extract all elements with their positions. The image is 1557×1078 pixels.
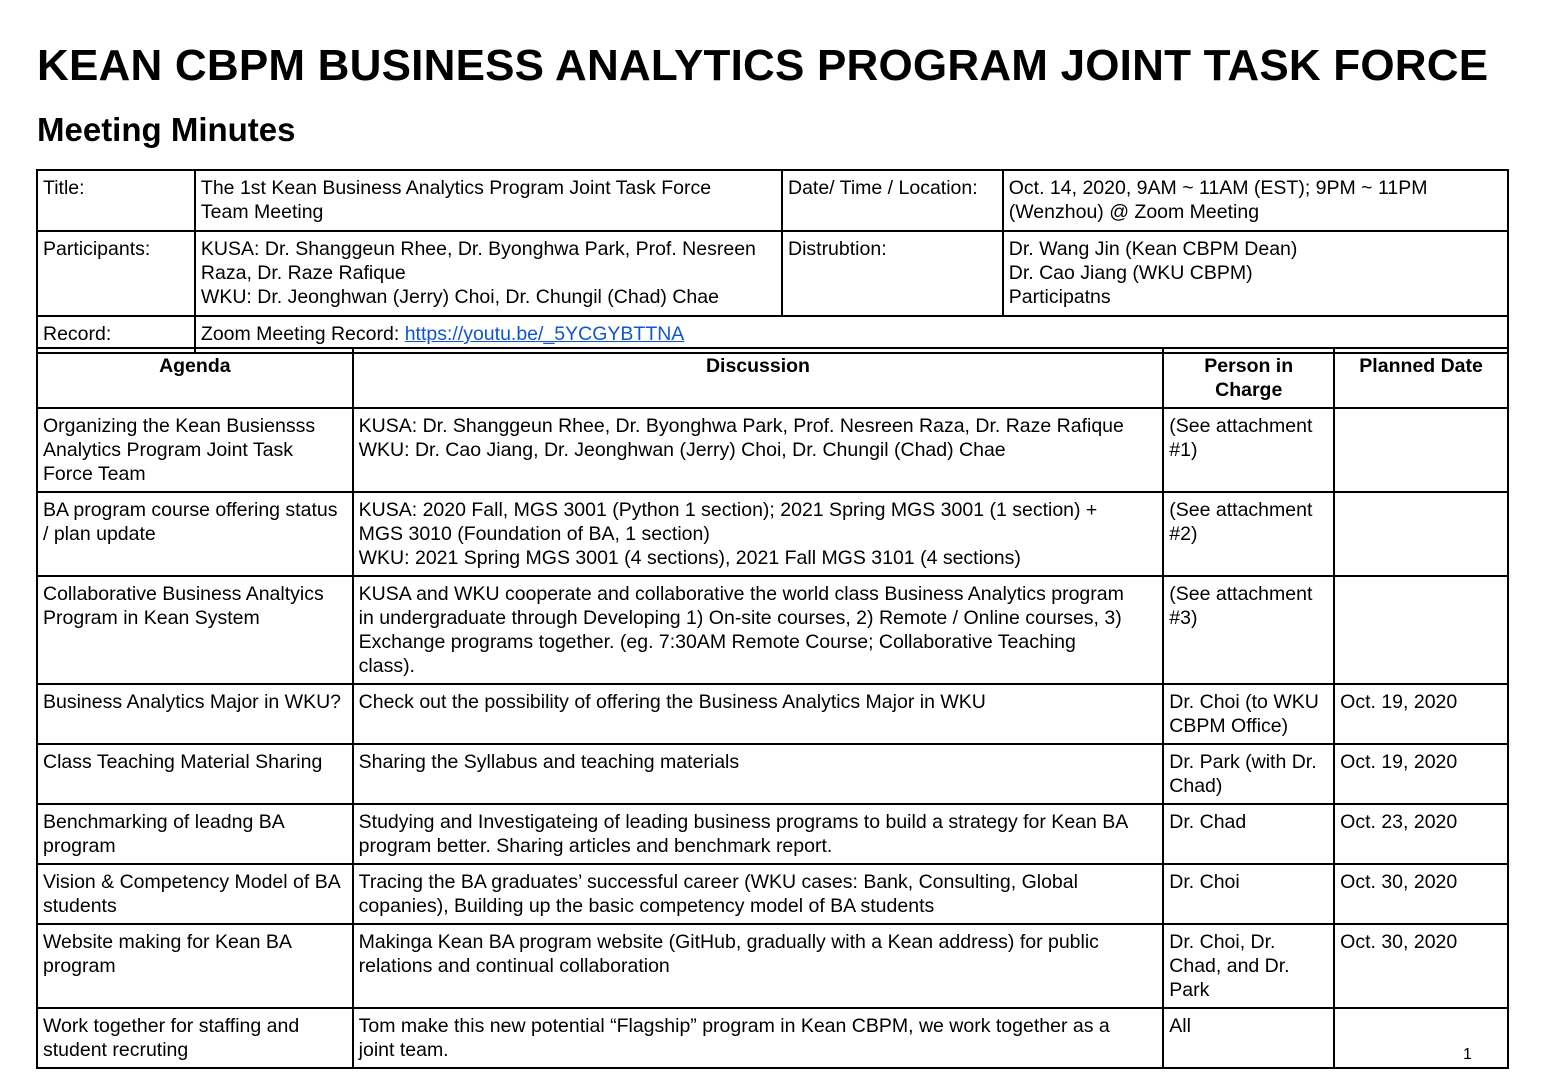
table-row xyxy=(37,924,1508,1008)
datetime-value: Oct. 14, 2020, 9AM ~ 11AM (EST); 9PM ~ 11PM (Wenzhou) @ Zoom Meeting xyxy=(1003,170,1508,231)
discussion-cell: Makinga Kean BA program website (GitHub, gradually with a Kean address) for public relations and continual collaboration xyxy=(353,924,1164,1008)
table-row xyxy=(37,684,1508,744)
table-row xyxy=(37,408,1508,492)
meeting-info-table xyxy=(36,169,1509,354)
agenda-cell: Class Teaching Material Sharing xyxy=(37,744,353,804)
agenda-cell: Business Analytics Major in WKU? xyxy=(37,684,353,744)
title-label: Title: xyxy=(37,170,195,231)
table-row xyxy=(37,576,1508,684)
discussion-cell: Sharing the Syllabus and teaching materials xyxy=(353,744,1164,804)
table-row xyxy=(37,804,1508,864)
table-row xyxy=(37,744,1508,804)
date-cell: Oct. 23, 2020 xyxy=(1334,804,1508,864)
agenda-cell: Work together for staffing and student recruting xyxy=(37,1008,353,1068)
agenda-cell: BA program course offering status / plan update xyxy=(37,492,353,576)
date-cell: Oct. 19, 2020 xyxy=(1334,684,1508,744)
header-planned-date: Planned Date xyxy=(1334,348,1508,408)
person-cell: Dr. Choi, Dr. Chad, and Dr. Park xyxy=(1163,924,1334,1008)
person-cell: Dr. Choi (to WKU CBPM Office) xyxy=(1163,684,1334,744)
meta-row-title xyxy=(37,170,1508,231)
document-title: KEAN CBPM BUSINESS ANALYTICS PROGRAM JOINT TASK FORCE xyxy=(37,41,1489,90)
person-cell: Dr. Choi xyxy=(1163,864,1334,924)
agenda-table xyxy=(36,347,1509,1069)
discussion-cell: KUSA and WKU cooperate and collaborative the world class Business Analytics program in undergraduate through Developing 1) On-site courses, 2) Remote / Online courses, 3) Exchange programs together. (eg. 7:30AM Remote Course; Collaborative Teaching class). xyxy=(353,576,1164,684)
person-cell: (See attachment #2) xyxy=(1163,492,1334,576)
person-cell: Dr. Park (with Dr. Chad) xyxy=(1163,744,1334,804)
date-cell xyxy=(1334,576,1508,684)
date-cell xyxy=(1334,1008,1508,1068)
table-row xyxy=(37,1008,1508,1068)
discussion-cell: KUSA: 2020 Fall, MGS 3001 (Python 1 section); 2021 Spring MGS 3001 (1 section) + MGS 3010 (Foundation of BA, 1 section) WKU: 2021 Spring MGS 3001 (4 sections), 2021 Fall MGS 3101 (4 sections) xyxy=(353,492,1164,576)
date-cell xyxy=(1334,408,1508,492)
date-cell: Oct. 19, 2020 xyxy=(1334,744,1508,804)
header-discussion: Discussion xyxy=(353,348,1164,408)
discussion-cell: Check out the possibility of offering the Business Analytics Major in WKU xyxy=(353,684,1164,744)
date-cell: Oct. 30, 2020 xyxy=(1334,864,1508,924)
meta-row-participants xyxy=(37,231,1508,316)
record-prefix: Zoom Meeting Record: xyxy=(200,323,400,345)
person-cell: All xyxy=(1163,1008,1334,1068)
record-label: Record: xyxy=(37,316,195,353)
document-subtitle: Meeting Minutes xyxy=(37,111,296,148)
discussion-cell: Tracing the BA graduates’ successful career (WKU cases: Bank, Consulting, Global copanies), Building up the basic competency model of BA students xyxy=(353,864,1164,924)
title-value: The 1st Kean Business Analytics Program Joint Task Force Team Meeting xyxy=(195,170,782,231)
date-cell: Oct. 30, 2020 xyxy=(1334,924,1508,1008)
agenda-cell: Organizing the Kean Busiensss Analytics Program Joint Task Force Team xyxy=(37,408,353,492)
distribution-label: Distrubtion: xyxy=(782,231,1003,316)
discussion-cell: KUSA: Dr. Shanggeun Rhee, Dr. Byonghwa Park, Prof. Nesreen Raza, Dr. Raze Rafique WKU: Dr. Cao Jiang, Dr. Jeonghwan (Jerry) Choi, Dr. Chungil (Chad) Chae xyxy=(353,408,1164,492)
page-number: 1 xyxy=(1463,1046,1472,1063)
discussion-cell: Studying and Investigateing of leading business programs to build a strategy for Kean BA program better. Sharing articles and benchmark report. xyxy=(353,804,1164,864)
participants-label: Participants: xyxy=(37,231,195,316)
date-cell xyxy=(1334,492,1508,576)
table-row xyxy=(37,864,1508,924)
agenda-cell: Vision & Competency Model of BA students xyxy=(37,864,353,924)
table-row xyxy=(37,492,1508,576)
agenda-cell: Website making for Kean BA program xyxy=(37,924,353,1008)
header-person-in-charge: Person in Charge xyxy=(1163,348,1334,408)
agenda-cell: Collaborative Business Analtyics Program in Kean System xyxy=(37,576,353,684)
distribution-value: Dr. Wang Jin (Kean CBPM Dean) Dr. Cao Jiang (WKU CBPM) Participatns xyxy=(1003,231,1508,316)
header-agenda: Agenda xyxy=(37,348,353,408)
record-link[interactable]: https://youtu.be/_5YCGYBTTNA xyxy=(404,323,685,345)
agenda-cell: Benchmarking of leadng BA program xyxy=(37,804,353,864)
agenda-header-row xyxy=(37,348,1508,408)
person-cell: Dr. Chad xyxy=(1163,804,1334,864)
person-cell: (See attachment #3) xyxy=(1163,576,1334,684)
participants-value: KUSA: Dr. Shanggeun Rhee, Dr. Byonghwa Park, Prof. Nesreen Raza, Dr. Raze Rafique WKU: Dr. Jeonghwan (Jerry) Choi, Dr. Chungil (Chad) Chae xyxy=(195,231,782,316)
person-cell: (See attachment #1) xyxy=(1163,408,1334,492)
discussion-cell: Tom make this new potential “Flagship” program in Kean CBPM, we work together as a joint team. xyxy=(353,1008,1164,1068)
datetime-label: Date/ Time / Location: xyxy=(782,170,1003,231)
